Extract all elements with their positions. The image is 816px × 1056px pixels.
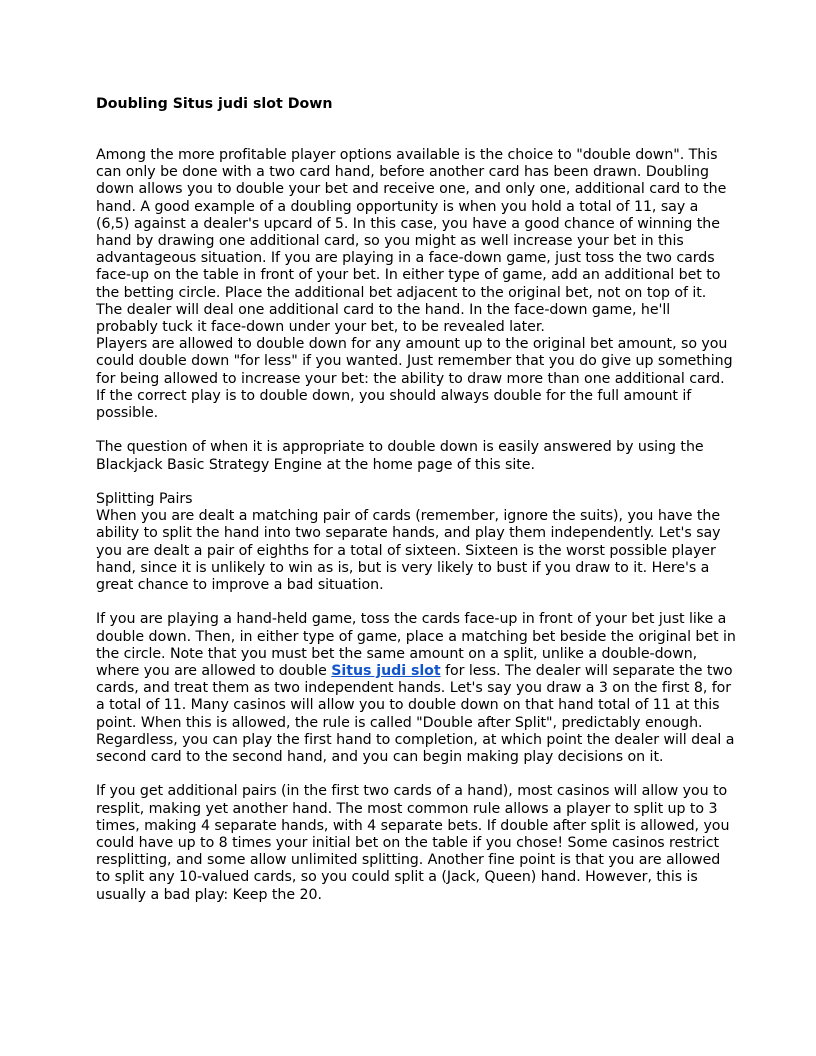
paragraph-resplit: If you get additional pairs (in the first two cards of a hand), most casinos will allow you to resplit, making yet another hand. The most common rule allows a player to split up to 3 times, making 4 separate hands, with 4 separate bets. If double after split is allowed, you could have up to 8 times your initial bet on the table if you chose! Some casinos restrict resplitting, and some allow unlimited splitting. Another fine point is that you are allowed to split any 10-valued cards, so you could split a (Jack, Queen) hand. However, this is usually a bad play: Keep the 20. — [96, 783, 730, 903]
spacer — [96, 474, 736, 491]
spacer — [96, 114, 736, 147]
situs-judi-slot-link[interactable]: Situs judi slot — [331, 663, 441, 680]
section-heading-splitting-pairs: Splitting Pairs — [96, 491, 193, 508]
paragraph-text-before-link: If you are playing a hand-held game, toss the cards face-up in front of your bet just like a double down. Then, in either type of game, place a matching bet beside the original bet in the circle. Note that you must bet the same amount on a split, unlike a double-down, where you are allowed to double — [96, 611, 736, 680]
spacer — [96, 594, 736, 611]
spacer — [96, 766, 736, 783]
document-title: Doubling Situs judi slot Down — [96, 96, 333, 112]
paragraph-double-down-intro: Among the more profitable player options available is the choice to "double down". This can only be done with a two card hand, before another card has been drawn. Doubling down allows you to double your bet and receive one, and only one, additional card to the hand. A good example of a doubling opportunity is when you hold a total of 11, say a (6,5) against a dealer's upcard of 5. In this case, you have a good chance of winning the hand by drawing one additional card, so you might as well increase your bet in this advantageous situation. If you are playing in a face-down game, just toss the two cards face-up on the table in front of your bet. In either type of game, add an additional bet to the betting circle. Place the additional bet adjacent to the original bet, not on top of it. The dealer will deal one additional card to the hand. In the face-down game, he'll probably tuck it face-down under your bet, to be revealed later. — [96, 147, 727, 336]
paragraph-text-after-link: for less. The dealer will separate the two cards, and treat them as two independent hands. Let's say you draw a 3 on the first 8, for a total of 11. Many casinos will allow you to double down on that hand total of 11 at this point. When this is allowed, the rule is called "Double after Split", predictably enough. Regardless, you can play the first hand to completion, at which point the dealer will deal a second card to the second hand, and you can begin making play decisions on it. — [96, 663, 735, 766]
paragraph-split-procedure — [96, 611, 736, 766]
spacer — [96, 422, 736, 439]
paragraph-strategy-engine: The question of when it is appropriate to double down is easily answered by using the Blackjack Basic Strategy Engine at the home page of this site. — [96, 439, 704, 473]
document-page — [96, 94, 736, 904]
paragraph-double-for-less: Players are allowed to double down for any amount up to the original bet amount, so you could double down "for less" if you wanted. Just remember that you do give up something for being allowed to increase your bet: the ability to draw more than one additional card. If the correct play is to double down, you should always double for the full amount if possible. — [96, 336, 733, 422]
paragraph-split-intro: When you are dealt a matching pair of cards (remember, ignore the suits), you have the ability to split the hand into two separate hands, and play them independently. Let's say you are dealt a pair of eighths for a total of sixteen. Sixteen is the worst possible player hand, since it is unlikely to win as is, but is very likely to bust if you draw to it. Here's a great chance to improve a bad situation. — [96, 508, 721, 594]
